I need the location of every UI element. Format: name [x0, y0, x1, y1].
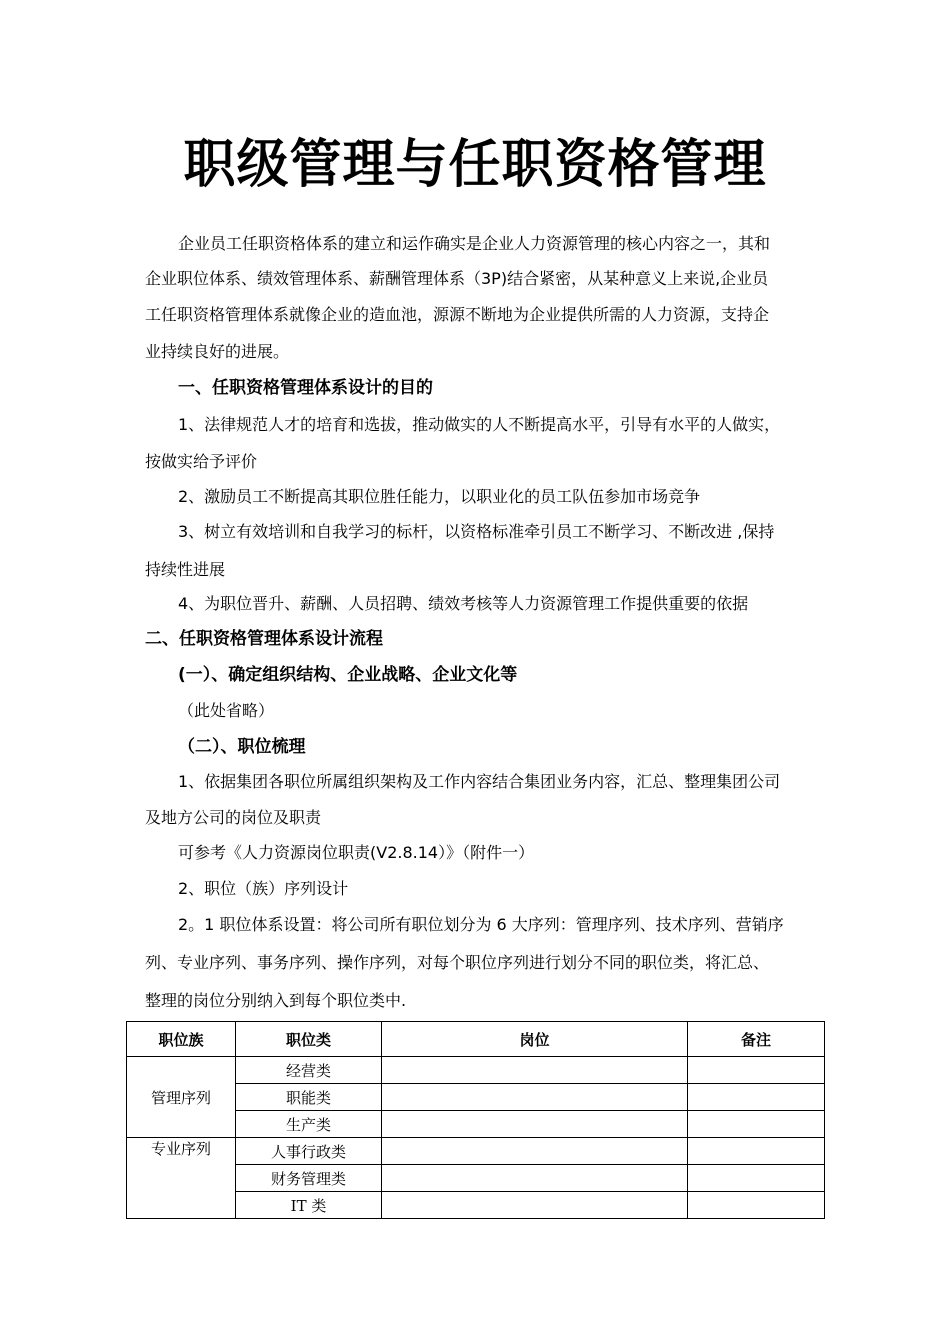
class-cell: 人事行政类	[236, 1138, 382, 1165]
remark-cell	[688, 1111, 825, 1138]
s1-item3-line1: 3、树立有效培训和自我学习的标杆，以资格标准牵引员工不断学习、不断改进 ,保持	[178, 522, 775, 541]
intro-line-1: 企业员工任职资格体系的建立和运作确实是企业人力资源管理的核心内容之一，其和	[178, 234, 771, 253]
s2-item2: 2、职位（族）序列设计	[178, 879, 349, 898]
intro-line-4: 业持续良好的进展。	[145, 342, 290, 361]
class-cell: 生产类	[236, 1111, 382, 1138]
post-cell	[382, 1165, 688, 1192]
family-cell: 管理序列	[127, 1057, 236, 1138]
remark-cell	[688, 1084, 825, 1111]
s1-item1-line2: 按做实给予评价	[145, 452, 258, 471]
header-family: 职位族	[127, 1022, 236, 1057]
remark-cell	[688, 1138, 825, 1165]
s2-item1-line1: 1、依据集团各职位所属组织架构及工作内容结合集团业务内容，汇总、整理集团公司	[178, 772, 781, 791]
s1-item4: 4、为职位晋升、薪酬、人员招聘、绩效考核等人力资源管理工作提供重要的依据	[178, 594, 749, 613]
s1-item3-line2: 持续性进展	[145, 560, 226, 579]
post-cell	[382, 1138, 688, 1165]
s2-item1-line2: 及地方公司的岗位及职责	[145, 808, 322, 827]
table-row	[127, 1138, 825, 1165]
intro-line-2: 企业职位体系、绩效管理体系、薪酬管理体系（3P)结合紧密，从某种意义上来说,企业员	[145, 269, 769, 288]
remark-cell	[688, 1057, 825, 1084]
remark-cell	[688, 1165, 825, 1192]
header-class: 职位类	[236, 1022, 382, 1057]
post-cell	[382, 1084, 688, 1111]
table-row	[127, 1057, 825, 1084]
class-cell: IT 类	[236, 1192, 382, 1219]
section-2-sub1-note: （此处省略）	[178, 701, 275, 720]
s1-item2: 2、激励员工不断提高其职位胜任能力，以职业化的员工队伍参加市场竞争	[178, 487, 701, 506]
s2-item21-line1: 2。1 职位体系设置：将公司所有职位划分为 6 大序列：管理序列、技术序列、营销序	[178, 915, 784, 934]
class-cell: 职能类	[236, 1084, 382, 1111]
post-cell	[382, 1192, 688, 1219]
remark-cell	[688, 1192, 825, 1219]
s2-item21-line2: 列、专业序列、事务序列、操作序列，对每个职位序列进行划分不同的职位类，将汇总、	[145, 953, 770, 972]
header-remark: 备注	[688, 1022, 825, 1057]
section-2-sub2: （二）、职位梳理	[178, 737, 306, 757]
post-cell	[382, 1057, 688, 1084]
section-1-heading: 一、任职资格管理体系设计的目的	[178, 378, 433, 398]
class-cell: 经营类	[236, 1057, 382, 1084]
section-2-heading: 二、任职资格管理体系设计流程	[145, 629, 383, 649]
table-header-row	[127, 1022, 825, 1057]
class-cell: 财务管理类	[236, 1165, 382, 1192]
family-cell: 专业序列	[127, 1138, 236, 1219]
page-title: 职级管理与任职资格管理	[183, 135, 767, 195]
s2-reference: 可参考《人力资源岗位职责(V2.8.14）》（附件一）	[178, 843, 535, 862]
header-post: 岗位	[382, 1022, 688, 1057]
intro-line-3: 工任职资格管理体系就像企业的造血池，源源不断地为企业提供所需的人力资源，支持企	[145, 305, 770, 324]
position-table	[126, 1021, 825, 1219]
s2-item21-line3: 整理的岗位分别纳入到每个职位类中.	[145, 991, 407, 1010]
section-2-sub1: (一）、确定组织结构、企业战略、企业文化等	[178, 665, 518, 685]
post-cell	[382, 1111, 688, 1138]
s1-item1-line1: 1、法律规范人才的培育和选拔，推动做实的人不断提高水平，引导有水平的人做实，	[178, 415, 781, 434]
